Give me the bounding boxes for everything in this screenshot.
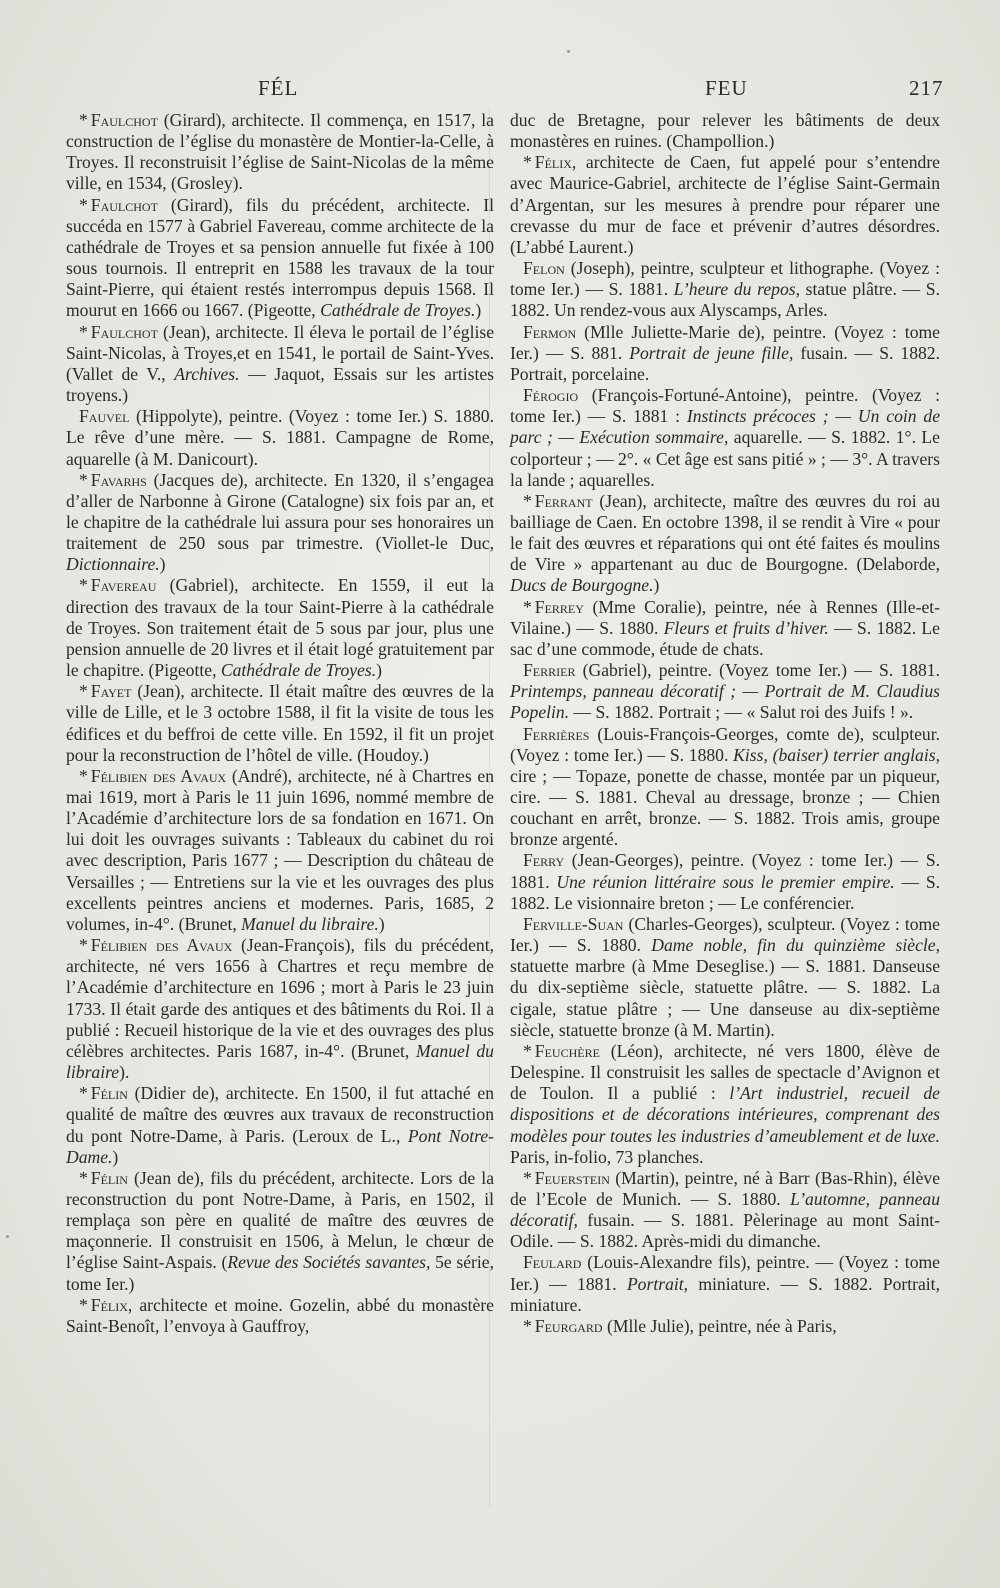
entry-title: Kiss, (baiser) terrier anglais, bbox=[733, 744, 940, 765]
entry-title: Dame noble, fin du quinzième siècle, bbox=[651, 935, 940, 956]
entry-marker: * bbox=[523, 152, 532, 173]
entry-text: (Martin), peintre, né à Barr (Bas-Rhin), élève de l’Ecole de Munich. — S. 1880. bbox=[510, 1167, 940, 1209]
entry-marker: * bbox=[523, 1167, 532, 1188]
entry-text: (Léon), architecte, né vers 1800, élève de Delespine. Il construisit les salles de spectacle d’Avignon et de Toulon. Il a publié : bbox=[510, 1040, 940, 1104]
entry-text: (Jean), architecte. Il éleva le portail de l’église Saint-Nicolas, à Troyes,et en 1541, le portail de Saint-Yves. (Vallet de V., bbox=[66, 321, 494, 384]
entry-text-tail: ) bbox=[159, 554, 166, 575]
dictionary-entry bbox=[510, 385, 940, 491]
entry-text: (Didier de), architecte. En 1500, il fut attaché en qualité de maître des œuvres aux travaux de reconstruction du pont Notre-Dame, à Paris. (Leroux de L., bbox=[66, 1083, 494, 1146]
entry-title: Portrait, bbox=[626, 1273, 689, 1294]
dictionary-entry bbox=[510, 258, 940, 321]
dictionary-entry bbox=[510, 322, 940, 385]
entry-text-tail: — S. 1882. Le visionnaire breton ; — Le conférencier. bbox=[510, 871, 941, 913]
entry-marker: * bbox=[79, 1294, 88, 1315]
entry-text-tail: ). bbox=[119, 1062, 130, 1083]
dictionary-entry bbox=[66, 681, 494, 766]
entry-marker: * bbox=[79, 110, 88, 130]
entry-text-tail: ) bbox=[378, 913, 385, 934]
entry-text: (Gabriel), peintre. (Voyez tome Ier.) — S. 1881. bbox=[575, 660, 940, 681]
dictionary-entry bbox=[66, 322, 494, 407]
dictionary-entry bbox=[66, 575, 494, 681]
running-head-right: FEU bbox=[705, 76, 748, 100]
dictionary-entry bbox=[510, 660, 940, 723]
right-column bbox=[510, 110, 940, 1337]
entry-name: Ferrey bbox=[534, 596, 584, 617]
entry-title: l’Art industriel, recueil de dispositions et de décorations intérieures, comprenant des modèles pour toutes les industries d’ameublement et de luxe. bbox=[510, 1083, 940, 1146]
entry-name: Feuerstein bbox=[534, 1167, 610, 1188]
entry-title: Revue des Sociétés savantes, bbox=[227, 1252, 431, 1273]
entry-name: Favarhs bbox=[90, 469, 147, 490]
entry-title: Instincts précoces ; — Un coin de parc ; — Exécution sommaire, bbox=[510, 406, 940, 448]
dictionary-entry bbox=[510, 1168, 940, 1253]
dictionary-entry bbox=[510, 850, 940, 913]
dictionary-entry bbox=[66, 1083, 494, 1168]
entry-text: (Jean), architecte, maître des œuvres du roi au bailliage de Caen. En octobre 1398, il se rendit à Vire « pour le fait des œuvres et réparations qui ont été faites és moulins de Vire » appartenant au duc de Bourgogne. (Delaborde, bbox=[510, 490, 940, 575]
dictionary-entry bbox=[66, 766, 494, 935]
dictionary-entry bbox=[510, 914, 940, 1041]
entry-text-tail: aquarelle. — S. 1882. 1°. Le colporteur ; — 2°. « Cet âge est sans pitié » ; — 3°. A travers la lande ; aquarelles. bbox=[510, 427, 940, 490]
entry-title: Cathédrale de Troyes. bbox=[220, 660, 377, 681]
entry-text: (François-Fortuné-Antoine), peintre. (Voyez : tome Ier.) — S. 1881 : bbox=[510, 385, 940, 427]
entry-name: Feurgard bbox=[534, 1315, 603, 1336]
entry-name: Feuchère bbox=[534, 1040, 600, 1061]
entry-text: (Jean-François), fils du précédent, architecte, né vers 1656 à Chartres et reçu membre de l’Académie d’architecture en 1696 ; mort à Paris le 23 juin 1733. Il était garde des antiques et des bâtiments du Roi. Il a publié : Recueil historique de la vie et des ouvrages des plus célèbres architectes. Paris 1687, in-4°. (Brunet, bbox=[66, 935, 494, 1061]
entry-text-tail: Paris, in-folio, 73 planches. bbox=[510, 1146, 704, 1167]
entry-text: (André), architecte, né à Chartres en mai 1619, mort à Paris le 11 juin 1696, nommé membre de l’Académie d’architecture lors de sa fondation en 1671. On lui doit les ouvrages suivants : Tableaux du cabinet du roi avec description, Paris 1677 ; — Description du château de Versailles ; — Entretiens sur la vie et les ouvrages des plus excellents peintres anciens et modernes. Paris, 1685, 2 volumes, in-4°. (Brunet, bbox=[66, 765, 494, 934]
entry-text: (Louis-François-Georges, comte de), sculpteur. (Voyez : tome Ier.) — S. 1880. bbox=[510, 723, 940, 765]
entry-text-tail: statuette marbre (à Mme Deseglise.) — S. 1881. Danseuse du dix-septième siècle, statuette plâtre. — S. 1882. La cigale, statue plâtre ; — Une danseuse au dix-septième siècle, statuette bronze (à M. Martin). bbox=[510, 956, 940, 1040]
entry-text-tail: ) bbox=[376, 660, 382, 681]
dictionary-entry bbox=[510, 152, 940, 258]
dictionary-entry bbox=[66, 470, 494, 576]
entry-name: Fayet bbox=[90, 681, 132, 702]
entry-text: (Charles-Georges), sculpteur. (Voyez : tome Ier.) — S. 1880. bbox=[510, 913, 940, 956]
entry-text-tail: — S. 1882. Le sac d’une commode, étude de chats. bbox=[510, 617, 940, 659]
entry-text: (Louis-Alexandre fils), peintre. — (Voyez : tome Ier.) — 1881. bbox=[510, 1252, 940, 1294]
entry-title: Ducs de Bourgogne. bbox=[510, 575, 654, 596]
entry-text: , architecte de Caen, fut appelé pour s’entendre avec Maurice-Gabriel, architecte de l’église Saint-Germain d’Argentan, sur les mesures à prendre pour réparer une crevasse du mur de face et prévenir d’autres désordres. (L’abbé Laurent.) bbox=[510, 152, 940, 257]
entry-name: Favereau bbox=[90, 575, 157, 596]
entry-name: Ferville-Suan bbox=[523, 913, 624, 934]
dictionary-entry bbox=[66, 935, 494, 1083]
entry-marker: * bbox=[523, 490, 532, 511]
entry-name: Faulchot bbox=[90, 110, 158, 130]
entry-text: (Jean), architecte. Il était maître des œuvres de la ville de Lille, et le 3 octobre 1588, il fit la visite de tous les édifices et du beffroi de cette ville. En 1592, il fit un projet pour la reconstruction de l’hôtel de ville. (Houdoy.) bbox=[66, 681, 494, 765]
entry-name: Félibien des Avaux bbox=[90, 765, 227, 786]
entry-name: Faulchot bbox=[90, 321, 158, 342]
entry-name: Fauvel bbox=[79, 406, 130, 427]
running-head-left: FÉL bbox=[258, 76, 299, 100]
entry-name: Félix bbox=[534, 152, 572, 173]
dictionary-entry bbox=[510, 724, 940, 851]
entry-title: Archives. bbox=[174, 363, 240, 384]
entry-marker: * bbox=[79, 681, 88, 702]
entry-name: Félibien des Avaux bbox=[90, 935, 233, 956]
entry-title: L’automne, panneau décoratif, bbox=[510, 1188, 940, 1231]
entry-marker: * bbox=[79, 469, 88, 490]
dictionary-entry bbox=[66, 1168, 494, 1295]
paper-speck bbox=[567, 50, 570, 53]
entry-marker: * bbox=[79, 935, 88, 956]
entry-text-tail: fusain. — S. 1881. Pèlerinage au mont Saint-Odile. — S. 1882. Après-midi du dimanche. bbox=[510, 1210, 940, 1252]
dictionary-entry bbox=[66, 1295, 494, 1337]
paper-speck bbox=[6, 1235, 9, 1238]
dictionary-entry bbox=[510, 597, 940, 660]
entry-title: Printemps, panneau décoratif ; — Portrait de M. Claudius Popelin. bbox=[510, 681, 940, 723]
dictionary-entry bbox=[510, 1316, 940, 1337]
entry-name: Ferry bbox=[523, 850, 565, 871]
entry-text: , architecte et moine. Gozelin, abbé du monastère Saint-Benoît, l’envoya à Gauffroy, bbox=[66, 1294, 494, 1336]
entry-marker: * bbox=[79, 1083, 88, 1104]
entry-marker: * bbox=[79, 194, 88, 215]
entry-text: (Mlle Julie), peintre, née à Paris, bbox=[602, 1315, 837, 1336]
entry-title: Portrait de jeune fille, bbox=[629, 342, 794, 363]
entry-name: Faulchot bbox=[90, 194, 158, 215]
dictionary-entry bbox=[510, 1041, 940, 1168]
dictionary-entry bbox=[510, 110, 940, 152]
entry-text-tail: ) bbox=[475, 300, 482, 321]
entry-title: Manuel du libraire bbox=[66, 1040, 494, 1083]
entry-marker: * bbox=[79, 575, 88, 596]
entry-name: Félix bbox=[90, 1294, 128, 1315]
entry-text: (Jean de), fils du précédent, architecte. Lors de la reconstruction du pont Notre-Dame, à Paris, en 1502, il remplaça son père en qualité de maître des œuvres de maçonnerie. Il construisit en 1506, à Melun, le chœur de l’église Saint-Aspais. ( bbox=[66, 1167, 494, 1273]
entry-name: Felon bbox=[523, 258, 565, 279]
entry-text-tail: miniature. — S. 1882. Portrait, miniature. bbox=[510, 1273, 940, 1315]
dictionary-entry bbox=[510, 1252, 940, 1315]
dictionary-entry bbox=[66, 406, 494, 469]
entry-title: Cathédrale de Troyes. bbox=[320, 300, 476, 321]
entry-name: Feulard bbox=[523, 1252, 582, 1273]
entry-name: Félin bbox=[90, 1167, 128, 1188]
entry-name: Ferrier bbox=[523, 660, 576, 681]
entry-text: (Gabriel), architecte. En 1559, il eut la direction des travaux de la tour Saint-Pierre à la cathédrale de Troyes. Son traitement était de 5 sous par jour, plus une pension annuelle de 20 livres et il était logé gratuitement par le chapitre. (Pigeotte, bbox=[66, 575, 494, 681]
entry-text: (Mme Coralie), peintre, née à Rennes (Ille-et-Vilaine.) — S. 1880. bbox=[510, 596, 940, 638]
entry-text: (Girard), fils du précédent, architecte. Il succéda en 1577 à Gabriel Favereau, comme architecte de la cathédrale de Troyes et sa pension annuelle fut fixée à 100 sous tournois. Il entreprit en 1588 les travaux de la tour Saint-Pierre, qui étaient restés interrompus depuis 1568. Il mourut en 1666 ou 1667. (Pigeotte, bbox=[66, 194, 494, 321]
entry-text-tail: — S. 1882. Portrait ; — « Salut roi des Juifs ! ». bbox=[569, 702, 914, 723]
entry-marker: * bbox=[79, 1167, 88, 1188]
entry-name: Férogio bbox=[523, 385, 579, 406]
entry-text-tail: fusain. — S. 1882. Portrait, porcelaine. bbox=[510, 342, 940, 384]
entry-title: L’heure du repos, bbox=[673, 279, 800, 300]
entry-marker: * bbox=[79, 321, 88, 342]
entry-text: (Jean-Georges), peintre. (Voyez : tome Ier.) — S. 1881. bbox=[510, 850, 940, 892]
entry-text-tail: cire ; — Topaze, ponette de chasse, montée par un piqueur, cire. — S. 1881. Cheval au dressage, bronze ; — Chien couchant en arrêt, bronze. — S. 1882. Trois amis, groupe bronze argenté. bbox=[510, 765, 940, 850]
entry-title: Manuel du libraire. bbox=[241, 913, 379, 934]
entry-text: (Jacques de), architecte. En 1320, il s’engagea d’aller de Narbonne à Girone (Catalogne) six fois par an, et le chapitre de la cathédrale lui assura pour ses honoraires un traitement de 250 sous par trimestre. (Viollet-le Duc, bbox=[66, 469, 494, 554]
entry-title: Dictionnaire. bbox=[66, 554, 160, 575]
dictionary-entry bbox=[66, 110, 494, 195]
entry-name: Fermon bbox=[523, 321, 577, 342]
entry-text: (Joseph), peintre, sculpteur et lithographe. (Voyez : tome Ier.) — S. 1881. bbox=[510, 258, 940, 300]
entry-name: Ferrant bbox=[534, 490, 593, 511]
entry-title: Fleurs et fruits d’hiver. bbox=[663, 617, 829, 638]
dictionary-entry bbox=[66, 195, 494, 322]
entry-text-tail: statue plâtre. — S. 1882. Un rendez-vous aux Alyscamps, Arles. bbox=[510, 279, 940, 321]
entry-title: Pont Notre-Dame. bbox=[66, 1125, 494, 1167]
entry-text-tail: ) bbox=[653, 575, 660, 596]
left-column bbox=[66, 110, 494, 1337]
entry-marker: * bbox=[523, 1315, 532, 1336]
entry-text-tail: 5e série, tome Ier.) bbox=[66, 1252, 494, 1294]
entry-marker: * bbox=[523, 596, 532, 617]
entry-marker: * bbox=[523, 1040, 532, 1061]
entry-text: duc de Bretagne, pour relever les bâtiments de deux monastères en ruines. (Champollion.) bbox=[510, 110, 940, 152]
entry-name: Félin bbox=[90, 1083, 128, 1104]
entry-marker: * bbox=[79, 765, 88, 786]
entry-text: (Girard), architecte. Il commença, en 1517, la construction de l’église du monastère de Montier-la-Celle, à Troyes. Il reconstruisit l’église de Saint-Nicolas de la même ville, en 1534, (Grosley). bbox=[66, 110, 494, 194]
entry-text: (Mlle Juliette-Marie de), peintre. (Voyez : tome Ier.) — S. 881. bbox=[510, 321, 940, 363]
entry-text: (Hippolyte), peintre. (Voyez : tome Ier.) S. 1880. Le rêve d’une mère. — S. 1881. Campagne de Rome, aquarelle (à M. Danicourt). bbox=[66, 406, 494, 469]
dictionary-entry bbox=[510, 491, 940, 597]
page-number: 217 bbox=[909, 76, 944, 100]
entry-name: Ferrières bbox=[523, 723, 590, 744]
entry-text-tail: ) bbox=[112, 1146, 119, 1167]
entry-text-tail: — Jaquot, Essais sur les artistes troyens.) bbox=[66, 363, 494, 406]
entry-title: Une réunion littéraire sous le premier empire. bbox=[556, 871, 895, 892]
